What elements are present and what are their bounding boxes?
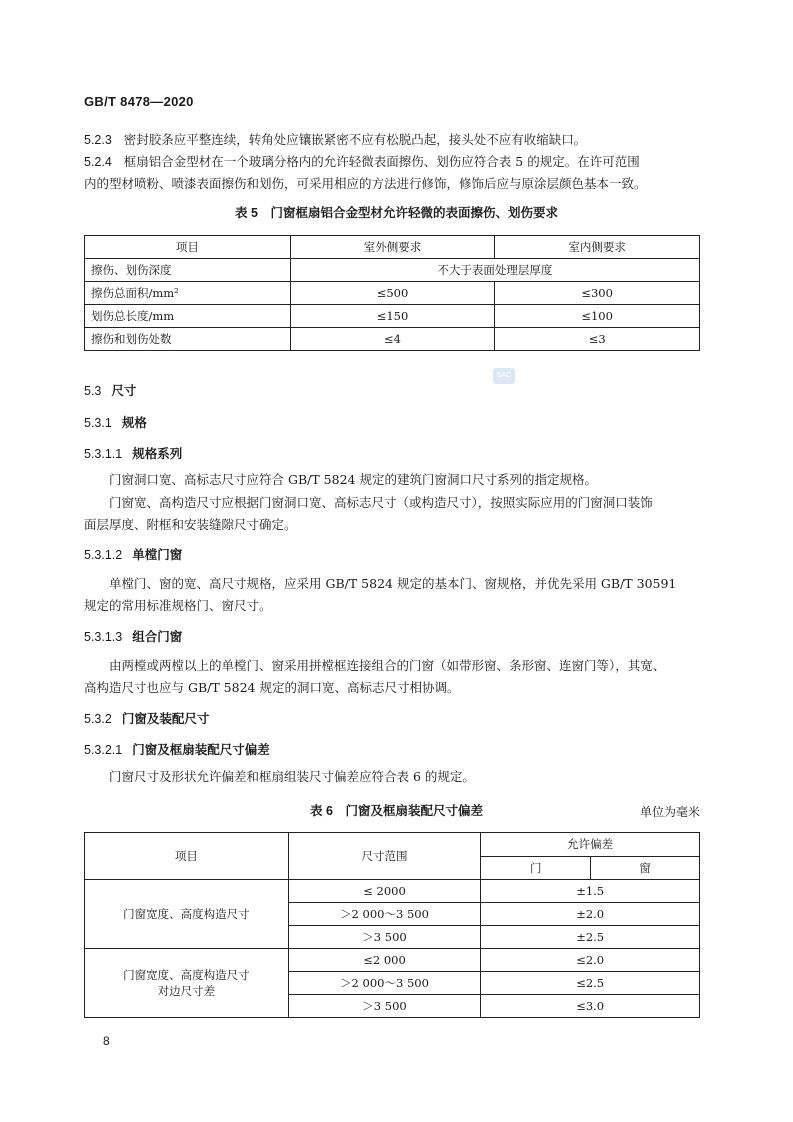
paragraph-line: 由两樘或两樘以上的单樘门、窗采用拼樘框连接组合的门窗（如带形窗、条形窗、连窗门等），其宽、 (109, 658, 666, 673)
table6-item-line1: 门窗宽度、高度构造尺寸 (123, 968, 250, 982)
section-5-2-4 (84, 151, 702, 195)
table5-indoor: ≤3 (495, 328, 700, 351)
table6-range: ＞2 000～3 500 (288, 903, 481, 926)
section-text-line2: 内的型材喷粉、喷漆表面擦伤和划伤，可采用相应的方法进行修饰，修饰后应与原涂层颜色基本一致。 (84, 176, 647, 191)
table6-value: ±2.0 (481, 903, 700, 926)
section-title: 门窗及框扇装配尺寸偏差 (132, 743, 270, 757)
table5-header-item: 项目 (85, 236, 291, 259)
page-number: 8 (103, 1034, 110, 1048)
paragraph: 门窗尺寸及形状允许偏差和框扇组装尺寸偏差应符合表 6 的规定。 (109, 769, 475, 784)
table6-range: ≤2 000 (288, 949, 481, 972)
section-5-3-2-1 (84, 740, 270, 758)
section-text-line1: 框扇铝合金型材在一个玻璃分格内的允许轻微表面擦伤、划伤应符合表 5 的规定。在许可范围 (123, 154, 640, 169)
table6-caption: 表 6 门窗及框扇装配尺寸偏差 (310, 804, 483, 818)
section-title: 规格系列 (132, 447, 183, 461)
section-number: 5.3.1.1 (84, 447, 123, 461)
section-number: 5.3.1.2 (84, 548, 123, 562)
table6-header-tolerance: 允许偏差 (481, 833, 700, 857)
section-text: 密封胶条应平整连续，转角处应镶嵌紧密不应有松脱凸起，接头处不应有收缩缺口。 (123, 132, 587, 147)
table5-merged: 不大于表面处理层厚度 (290, 259, 699, 282)
table6-value: ≤2.5 (481, 972, 700, 995)
section-number: 5.2.3 (84, 133, 112, 147)
section-title: 尺寸 (111, 384, 137, 398)
section-number: 5.3.2 (84, 712, 112, 726)
table6-header-item: 项目 (85, 833, 289, 880)
section-title: 门窗及装配尺寸 (121, 712, 210, 726)
table6-header-row (85, 833, 700, 857)
table6-item: 门窗宽度、高度构造尺寸 (85, 880, 289, 949)
table6-range: ＞3 500 (288, 926, 481, 949)
paragraph: 门窗洞口宽、高标志尺寸应符合 GB/T 5824 规定的建筑门窗洞口尺寸系列的指定规格。 (109, 472, 597, 487)
table6-header-door: 门 (481, 856, 591, 880)
table6-value: ≤3.0 (481, 995, 700, 1018)
section-5-3-1-3 (84, 627, 182, 645)
table5-outdoor: ≤150 (290, 305, 495, 328)
table-row (85, 949, 700, 972)
table5-item: 擦伤总面积/mm² (85, 282, 291, 305)
table5-item: 划伤总长度/mm (85, 305, 291, 328)
table5-outdoor: ≤500 (290, 282, 495, 305)
table6-range: ≤ 2000 (288, 880, 481, 903)
paragraph-line: 面层厚度、附框和安装缝隙尺寸确定。 (84, 517, 297, 532)
table-row (85, 880, 700, 903)
section-5-3-1-2 (84, 545, 182, 563)
paragraph-line: 单樘门、窗的宽、高尺寸规格，应采用 GB/T 5824 规定的基本门、窗规格，并优先采用 GB/T 30591 (109, 576, 677, 591)
sac-watermark-logo: SAC (493, 368, 515, 384)
table6-value: ±1.5 (481, 880, 700, 903)
table6-range: ＞3 500 (288, 995, 481, 1018)
table6-item-line2: 对边尺寸差 (157, 984, 216, 998)
table6 (84, 832, 700, 1018)
table6-header-range: 尺寸范围 (288, 833, 481, 880)
table6-value: ≤2.0 (481, 949, 700, 972)
table6-unit: 单位为毫米 (639, 805, 700, 819)
standard-header: GB/T 8478—2020 (84, 94, 194, 109)
table5-item: 擦伤、划伤深度 (85, 259, 291, 282)
table-row (85, 305, 700, 328)
paragraph (84, 655, 702, 699)
section-number: 5.3.1 (84, 416, 112, 430)
table-row (85, 282, 700, 305)
table5-header-indoor: 室内侧要求 (495, 236, 700, 259)
table5-header-outdoor: 室外侧要求 (290, 236, 495, 259)
section-number: 5.3 (84, 384, 102, 398)
table5-item: 擦伤和划伤处数 (85, 328, 291, 351)
table6-value: ±2.5 (481, 926, 700, 949)
section-5-3-1-1 (84, 444, 182, 462)
paragraph-line: 高构造尺寸也应与 GB/T 5824 规定的洞口宽、高标志尺寸相协调。 (84, 680, 460, 695)
paragraph (84, 492, 702, 536)
paragraph-line: 规定的常用标准规格门、窗尺寸。 (84, 598, 272, 613)
section-number: 5.2.4 (84, 155, 112, 169)
section-title: 规格 (121, 416, 147, 430)
section-5-3-2 (84, 709, 209, 727)
paragraph (84, 573, 702, 617)
table6-range: ＞2 000～3 500 (288, 972, 481, 995)
table5-indoor: ≤300 (495, 282, 700, 305)
table5-outdoor: ≤4 (290, 328, 495, 351)
section-title: 组合门窗 (132, 630, 183, 644)
paragraph-line: 门窗宽、高构造尺寸应根据门窗洞口宽、高标志尺寸（或构造尺寸），按照实际应用的门窗洞口装饰 (109, 495, 653, 510)
section-5-2-3 (84, 129, 702, 151)
table6-item (85, 949, 289, 1018)
section-title: 单樘门窗 (132, 548, 183, 562)
section-number: 5.3.2.1 (84, 743, 123, 757)
table6-header-window: 窗 (591, 856, 700, 880)
section-5-3 (84, 381, 136, 399)
table5-indoor: ≤100 (495, 305, 700, 328)
table-row (85, 328, 700, 351)
table5-header-row (85, 236, 700, 259)
section-5-3-1 (84, 413, 147, 431)
table-row (85, 259, 700, 282)
section-number: 5.3.1.3 (84, 630, 123, 644)
table5 (84, 235, 700, 351)
table5-caption: 表 5 门窗框扇铝合金型材允许轻微的表面擦伤、划伤要求 (235, 206, 558, 220)
